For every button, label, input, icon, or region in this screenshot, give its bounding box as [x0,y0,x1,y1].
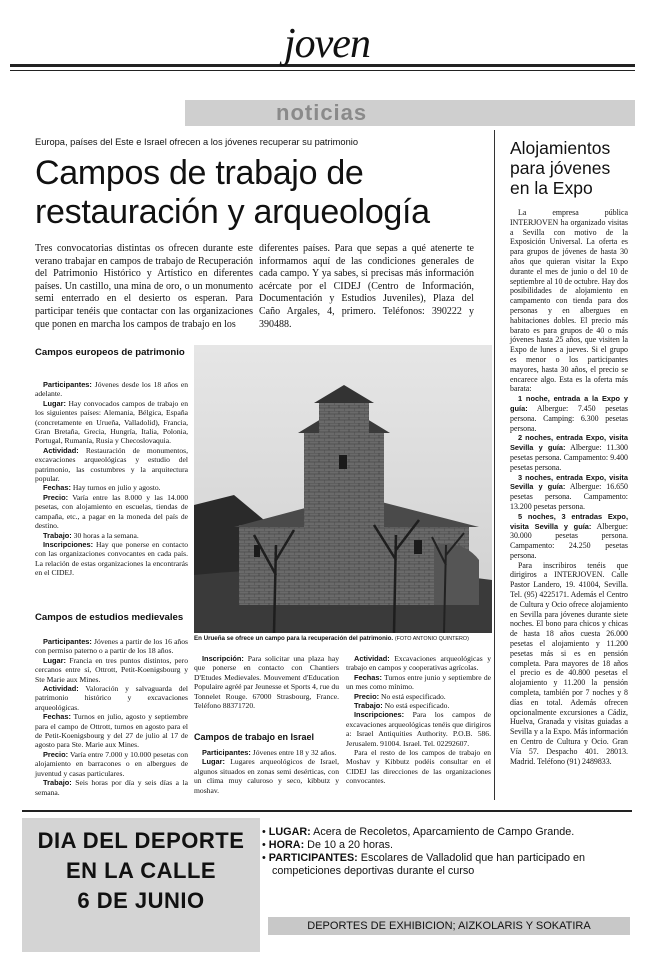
sidebar-para: 3 noches, entrada Expo, visita Sevilla y guía: Albergue: 16.650 pesetas persona. Campamento: 13.200 pesetas persona. [510,472,628,511]
europe-body [35,380,188,578]
studies-para: Participantes: Jóvenes a partir de los 16 años con permiso paterno o a partir de los 18 años. [35,637,188,656]
event-banner: DEPORTES DE EXHIBICION; AIZKOLARIS Y SOKATIRA [268,917,630,935]
sidebar-body [510,208,628,766]
event-item: • LUGAR: Acera de Recoletos, Aparcamiento de Campo Grande. [262,826,575,838]
europe-title: Campos europeos de patrimonio [35,347,185,358]
studies-para: Fechas: Turnos en julio, agosto y septiembre para el campo de Ottrott, turnos en agosto para el de Petit-Koenigsbourg y del 27 de julio al 17 de agosto para Ste. Marie aux Mines. [35,712,188,750]
studies-body [35,637,188,797]
studies-para: Trabajo: Seis horas por día y seis días a la semana. [35,778,188,797]
studies-para: Lugar: Francia en tres puntos distintos, pero cercanos entre sí, Ottrott, Petit-Koenigsbourg y Ste Marie aux Mines. [35,655,188,684]
header-rule-thin [10,70,635,71]
sidebar-para: 5 noches, 3 entradas Expo, visita Sevilla y guía: Albergue: 30.000 pesetas persona. Campamento: 24.250 pesetas persona. [510,511,628,560]
europe-para: Participantes: Jóvenes desde los 18 años en adelante. [35,380,188,399]
subsection-title: noticias [276,100,368,125]
sidebar-para: Para inscribiros tenéis que dirigiros a INTERJOVEN. Calle Pastor Landero, 19. 41004, Sevilla. Tel. (95) 4225171. Además el Centro de Cultura y Ocio ofrece alojamiento en Sevilla para jóvenes durante siete noches. El bono para chicos y chicas de hasta 18 años cuesta 26.000 pesetas el alojamiento y 11.200 pesetas más si es en pensión completa. Para mayores de 18 años el precio es de 40.800 pesetas el alojamiento y 11.200 la pensión completa, también por 7 noches y 8 días en total. Además ofrecen opcionalmente excursiones a Cádiz, Huelva, Granada y visitas guiadas a Sevilla y a la Expo. Más información en Centro de Cultura y Ocio. Gran Vía 57. Despacho 401. 28013. Madrid. Teléfono (91) 2489833. [510,560,628,766]
sidebar-para: 2 noches, entrada Expo, visita Sevilla y guía: Albergue: 11.300 pesetas persona. Campamento: 9.400 pesetas persona. [510,433,628,472]
europe-para: Trabajo: 30 horas a la semana. [43,530,139,540]
church-photo [194,345,492,633]
israel-title: Campos de trabajo en Israel [194,732,315,742]
photo-caption: En Urueña se ofrece un campo para la recuperación del patrimonio. (FOTO ANTONIO QUINTERO) [194,635,469,642]
studies-para: Actividad: Valoración y salvaguarda del patrimonio histórico y excavaciones arqueológicas. [35,684,188,712]
event-rule [22,810,632,812]
europe-para: Lugar: Hay convocados campos de trabajo en los siguientes países: Alemania, Bélgica, España (concretamente en Urueña, Valladolid), Francia, Gran Bretaña, Grecia, Hungría, Italia, Polonia, Portugal, Rumanía, Rusia y Checoslovaquia. [35,398,188,446]
israel-para: Lugar: Lugares arqueológicos de Israel, algunos situados en zonas semi desérticas, con un clima muy caluroso y seco, kibbutz y moshav. [194,757,339,795]
sidebar-para: 1 noche, entrada a la Expo y guía: Albergue: 7.450 pesetas persona. Camping: 6.300 pesetas persona. [510,394,628,433]
headline: Campos de trabajo de restauración y arqueología [35,154,430,231]
right-body [346,654,491,786]
event-item: • PARTICIPANTES: Escolares de Valladolid que han participado en competiciones deportivas durante el curso [262,852,586,877]
intro-right: diferentes países. Para que sepas a qué atenerte te informamos aquí de las condiciones generales de cada campo. Y ya sabes, si precisas más información acércate por el CIDEJ (Centro de Información, Documentación y Estudios Juveniles), Plaza del Caño Argales, 4, primero. Teléfonos: 390222 y 390488. [259,243,474,330]
kicker: Europa, países del Este e Israel ofrecen a los jóvenes recuperar su patrimonio [35,137,358,147]
mid-para: Inscripción: Para solicitar una plaza hay que ponerse en contacto con Chantiers D'Etudes Medievales. Mouvement d'Education Populaire agréé par Jeunesse et Sports 4, rue du Tonnelet Rouge. 67000 Strasbourg, France. Teléfono 88371720. [194,654,339,711]
noticias-band [185,100,635,126]
event-details [262,826,632,878]
intro-left: Tres convocatorias distintas os ofrecen durante este verano trabajar en campos de trabajo de Recuperación del Patrimonio Histórico y Artístico en diferentes países. Un castillo, una mina de oro, o un monumento semi enterrado en el desierto os esperan. Para participar tenéis que contactar con las organizaciones que ponen en marcha los campos de trabajo en los [35,243,253,330]
church-photo-image [194,345,492,633]
right-para: Actividad: Excavaciones arqueológicas y trabajo en campos y cooperativas agrícolas. [346,654,491,673]
israel-body [194,748,339,795]
event-title-line: EN LA CALLE [65,858,217,883]
studies-title: Campos de estudios medievales [35,612,184,623]
bullet-icon: • [262,826,266,838]
right-para: Para el resto de los campos de trabajo en Moshav y Kibbutz podéis consultar en el CIDEJ las direcciones de las organizaciones convocantes. [346,748,491,786]
israel-para: Participantes: Jóvenes entre 18 y 32 años. [202,748,337,757]
bullet-icon: • [262,839,266,851]
studies-para: Precio: Varía entre 7.000 y 10.000 pesetas con alojamiento en barracones o en albergues de juventud y casas particulares. [35,749,188,778]
right-para: Fechas: Turnos entre junio y septiembre de un mes como mínimo. [346,672,491,692]
bullet-icon: • [262,852,266,864]
event-title-line: 6 DE JUNIO [77,888,205,913]
europe-para: Inscripciones: Hay que ponerse en contacto con las organizaciones convocantes en cada país. La relación de estas organizaciones la encontrarás en el CIDEJ. [35,539,188,578]
europe-para: Actividad: Restauración de monumentos, excavaciones arqueológicas y estudio del patrimonio, las costumbres y la arquitectura popular. [35,445,188,484]
right-para: Precio: No está especificado. [354,691,446,701]
event-title-box [22,818,260,952]
sidebar-para: La empresa pública INTERJOVEN ha organizado visitas a Sevilla con motivo de la Exposición Universal. La oferta es para grupos de jóvenes de hasta 30 años que quieran visitar la Expo durante el mes de junio o del 10 de septiembre al 10 de octubre. Hay dos posibilidades de alojamiento en campamento con tienda para dos personas y en albergues en habitaciones dobles. El precio más barato es para grupos de 40 o más jóvenes hasta 25 años, que visiten la Expo de lunes a jueves. Si el grupo es menor o los participantes mayores, hasta 30 años, el precio se encarece algo. Esta es la oferta más barata: [510,208,628,394]
event-title-line: DIA DEL DEPORTE [37,828,245,853]
sidebar-title: Alojamientos para jóvenes en la Expo [510,138,611,198]
event-item: • HORA: De 10 a 20 horas. [262,839,394,851]
europe-para: Fechas: Hay turnos en julio y agosto. [43,483,161,493]
section-title: joven [284,21,370,67]
right-para: Trabajo: No está especificado. [354,701,450,711]
mid-body [194,654,339,710]
europe-para: Precio: Varía entre las 8.000 y las 14.000 pesetas, con alojamiento en escuelas, tiendas de campaña, etc., a pagar en la moneda del país de destino. [35,492,188,531]
right-para: Inscripciones: Para los campos de excavaciones arqueológicas tenéis que dirigiros a: Israel Antiquities Authority. P.O.B. 586. Jerusalem. 91004. Israel. Tel. 02292607. [346,710,491,748]
